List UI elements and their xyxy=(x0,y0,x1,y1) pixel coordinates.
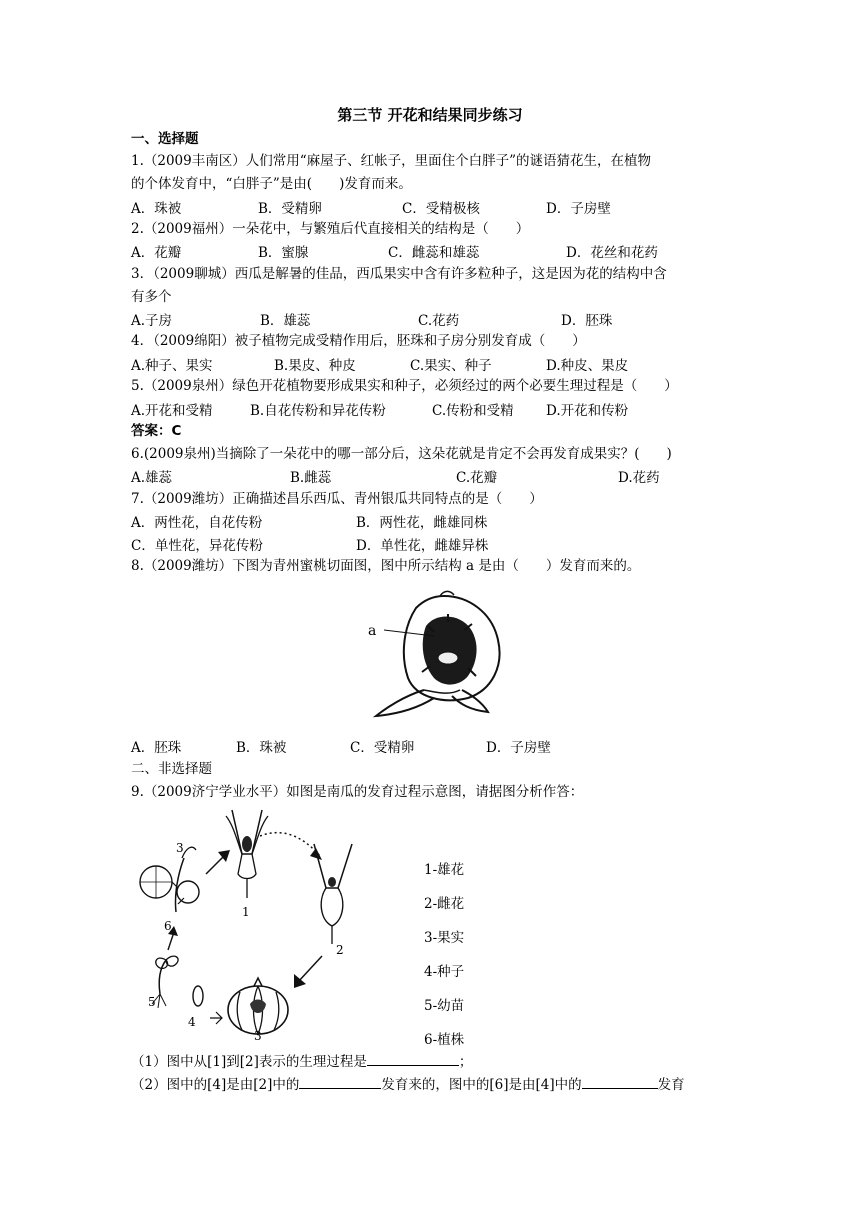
figure-number-3: 3 xyxy=(254,1029,262,1040)
question-5-options xyxy=(0,399,860,419)
question-4-options xyxy=(0,354,860,374)
figure-number-4: 4 xyxy=(188,1015,196,1029)
question-1-line-1: 1.（2009丰南区）人们常用“麻屋子、红帐子，里面住个白胖子”的谜语猜花生，在植物 xyxy=(131,153,652,169)
question-8-line-1: 8.（2009潍坊）下图为青州蜜桃切面图，图中所示结构 a 是由（ ）发育而来的。 xyxy=(131,558,641,574)
legend-female-flower: 2-雌花 xyxy=(424,896,465,912)
section-heading-non-choice: 二、非选择题 xyxy=(131,761,212,777)
option-d: D．子房壁 xyxy=(546,201,611,217)
figure-number-1: 1 xyxy=(242,905,250,919)
sub-2-prefix: （2）图中的[4]是由[2]中的 xyxy=(131,1077,300,1093)
option-d: D．胚珠 xyxy=(561,313,613,329)
option-b: B．蜜腺 xyxy=(258,245,309,261)
question-2-options xyxy=(0,241,860,261)
peach-cross-section-figure xyxy=(364,586,532,718)
option-a: A．珠被 xyxy=(131,201,182,217)
option-d: D.种皮、果皮 xyxy=(546,358,629,374)
question-8-options xyxy=(0,736,860,756)
answer-blank-2[interactable] xyxy=(299,1074,381,1089)
sub-1-suffix: ； xyxy=(458,1054,473,1070)
question-9-sub-1 xyxy=(131,1051,472,1072)
legend-fruit: 3-果实 xyxy=(424,930,465,946)
section-heading-choice: 一、选择题 xyxy=(131,131,199,147)
figure-label-a: a xyxy=(368,623,377,639)
option-b: B.果皮、种皮 xyxy=(274,358,356,374)
question-5-line-1: 5.（2009泉州）绿色开花植物要形成果实和种子，必须经过的两个必要生理过程是（ ） xyxy=(131,378,678,394)
figure-number-3-tag: 3 xyxy=(176,841,184,855)
option-a: A.子房 xyxy=(131,313,173,329)
option-d: D．子房壁 xyxy=(486,740,551,756)
sub-2-middle: 发育来的，图中的[6]是由[4]中的 xyxy=(381,1077,582,1093)
figure-number-2: 2 xyxy=(336,943,344,957)
answer-blank-1[interactable] xyxy=(367,1051,459,1066)
option-b: B.自花传粉和异花传粉 xyxy=(250,403,386,419)
question-6-line-1: 6.(2009泉州)当摘除了一朵花中的哪一部分后，这朵花就是肯定不会再发育成果实？( ) xyxy=(131,446,672,462)
option-c: C．受精卵 xyxy=(350,740,415,756)
option-c: C.果实、种子 xyxy=(410,358,492,374)
option-b: B．两性花，雌雄同株 xyxy=(356,515,488,531)
option-d: D．单性花，雌雄异株 xyxy=(356,538,489,554)
question-3-line-2: 有多个 xyxy=(131,289,172,305)
question-7-line-1: 7.（2009潍坊）正确描述昌乐西瓜、青州银瓜共同特点的是（ ） xyxy=(131,491,543,507)
figure-number-5: 5 xyxy=(148,995,156,1009)
page-title: 第三节 开花和结果同步练习 xyxy=(337,106,523,124)
figure-number-6: 6 xyxy=(164,919,172,933)
question-9-line-1: 9.（2009济宁学业水平）如图是南瓜的发育过程示意图，请据图分析作答： xyxy=(131,784,584,800)
question-5-answer: 答案：C xyxy=(131,423,182,439)
option-c: C.花药 xyxy=(418,313,460,329)
option-b: B．珠被 xyxy=(236,740,287,756)
option-a: A.种子、果实 xyxy=(131,358,213,374)
option-d: D.花药 xyxy=(618,470,660,486)
option-c: C.花瓣 xyxy=(456,470,498,486)
question-3-options xyxy=(0,309,860,329)
question-4-line-1: 4．（2009绵阳）被子植物完成受精作用后，胚珠和子房分别发育成（ ） xyxy=(131,333,586,349)
question-7-options-row-2 xyxy=(0,534,860,554)
option-c: C．雌蕊和雄蕊 xyxy=(388,245,480,261)
sub-1-prefix: （1）图中从[1]到[2]表示的生理过程是 xyxy=(131,1054,367,1070)
question-2-line-1: 2.（2009福州）一朵花中，与繁殖后代直接相关的结构是（ ） xyxy=(131,221,530,237)
pumpkin-life-cycle-figure xyxy=(126,804,366,1040)
option-c: C．单性花，异花传粉 xyxy=(131,538,263,554)
legend-plant: 6-植株 xyxy=(424,1032,465,1048)
question-3-line-1: 3．（2009聊城）西瓜是解暑的佳品，西瓜果实中含有许多粒种子，这是因为花的结构中含 xyxy=(131,266,667,282)
option-b: B．雄蕊 xyxy=(260,313,311,329)
legend-seed: 4-种子 xyxy=(424,964,465,980)
option-a: A.雄蕊 xyxy=(131,470,173,486)
question-6-options xyxy=(0,466,860,486)
option-d: D．花丝和花药 xyxy=(566,245,658,261)
question-7-options-row-1 xyxy=(0,511,860,531)
option-c: C.传粉和受精 xyxy=(432,403,514,419)
option-a: A.开花和受精 xyxy=(131,403,213,419)
option-b: B.雌蕊 xyxy=(290,470,332,486)
legend-male-flower: 1-雄花 xyxy=(424,862,465,878)
legend-seedling: 5-幼苗 xyxy=(424,998,465,1014)
question-1-options xyxy=(0,197,860,217)
option-c: C．受精极核 xyxy=(402,201,480,217)
sub-2-suffix: 发育 xyxy=(657,1077,685,1093)
question-1-line-2: 的个体发育中，“白胖子”是由( )发育而来。 xyxy=(131,176,412,192)
option-d: D.开花和传粉 xyxy=(546,403,629,419)
question-9-sub-2 xyxy=(131,1074,685,1095)
option-a: A．胚珠 xyxy=(131,740,182,756)
answer-blank-3[interactable] xyxy=(582,1074,658,1089)
option-b: B．受精卵 xyxy=(258,201,322,217)
option-a: A．两性花，自花传粉 xyxy=(131,515,263,531)
option-a: A．花瓣 xyxy=(131,245,182,261)
